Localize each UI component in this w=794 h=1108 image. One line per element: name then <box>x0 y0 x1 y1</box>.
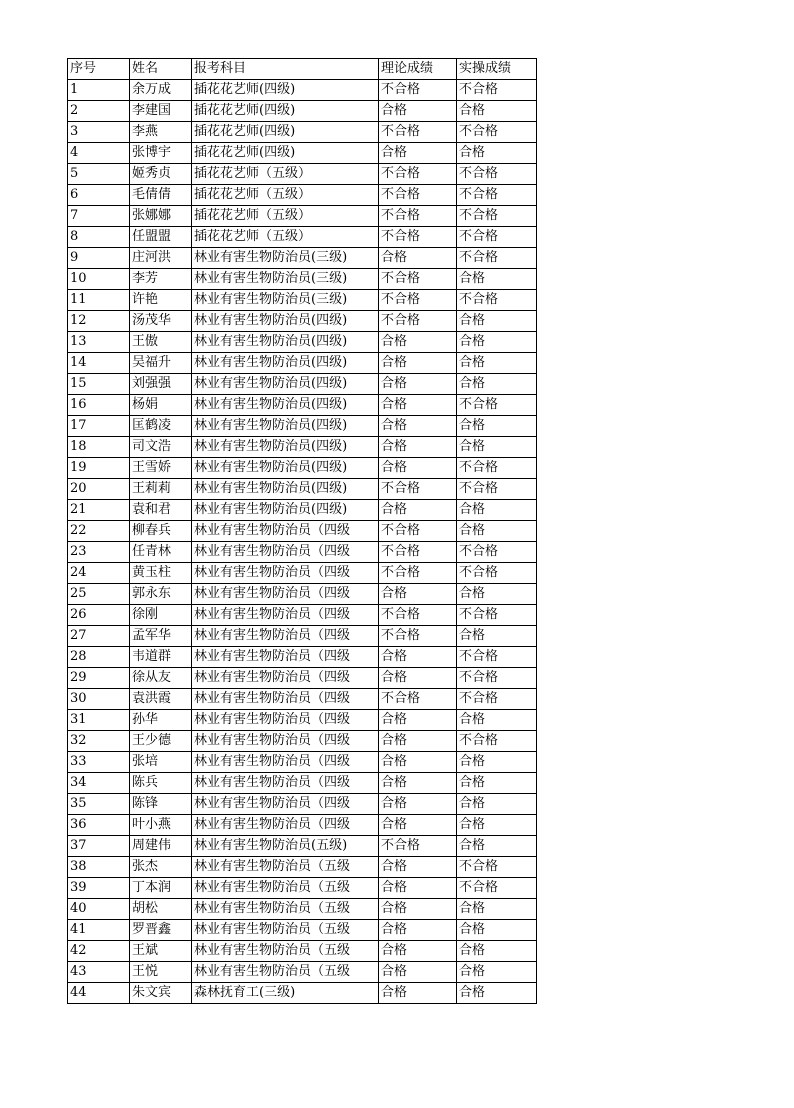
cell-no: 37 <box>68 836 130 857</box>
cell-subject: 林业有害生物防治员(四级) <box>192 500 379 521</box>
cell-name: 朱文宾 <box>130 983 192 1004</box>
cell-subject: 插花花艺师（五级） <box>192 227 379 248</box>
cell-practical-score: 不合格 <box>457 185 537 206</box>
cell-subject: 林业有害生物防治员(四级) <box>192 311 379 332</box>
cell-no: 3 <box>68 122 130 143</box>
cell-no: 28 <box>68 647 130 668</box>
cell-subject: 林业有害生物防治员（五级 <box>192 878 379 899</box>
table-row <box>68 647 537 668</box>
cell-subject: 插花花艺师（五级） <box>192 185 379 206</box>
cell-practical-score: 合格 <box>457 710 537 731</box>
cell-name: 柳春兵 <box>130 521 192 542</box>
cell-subject: 林业有害生物防治员（五级 <box>192 941 379 962</box>
cell-name: 汤茂华 <box>130 311 192 332</box>
cell-subject: 林业有害生物防治员（四级 <box>192 521 379 542</box>
cell-practical-score: 合格 <box>457 983 537 1004</box>
cell-theory-score: 合格 <box>379 815 457 836</box>
table-body <box>68 59 537 1004</box>
cell-theory-score: 不合格 <box>379 122 457 143</box>
cell-practical-score: 合格 <box>457 521 537 542</box>
table-row <box>68 521 537 542</box>
table-row <box>68 815 537 836</box>
table-row <box>68 227 537 248</box>
cell-no: 30 <box>68 689 130 710</box>
table-row <box>68 605 537 626</box>
cell-no: 43 <box>68 962 130 983</box>
cell-practical-score: 合格 <box>457 101 537 122</box>
cell-no: 10 <box>68 269 130 290</box>
cell-theory-score: 合格 <box>379 416 457 437</box>
header-theory-score: 理论成绩 <box>379 59 457 80</box>
cell-theory-score: 不合格 <box>379 542 457 563</box>
table-row <box>68 479 537 500</box>
cell-name: 王傲 <box>130 332 192 353</box>
cell-subject: 插花花艺师（五级） <box>192 206 379 227</box>
cell-no: 7 <box>68 206 130 227</box>
cell-practical-score: 不合格 <box>457 731 537 752</box>
cell-theory-score: 合格 <box>379 143 457 164</box>
cell-subject: 林业有害生物防治员(四级) <box>192 416 379 437</box>
header-subject: 报考科目 <box>192 59 379 80</box>
cell-practical-score: 不合格 <box>457 227 537 248</box>
cell-subject: 林业有害生物防治员（四级 <box>192 752 379 773</box>
cell-name: 李燕 <box>130 122 192 143</box>
cell-theory-score: 不合格 <box>379 311 457 332</box>
cell-practical-score: 不合格 <box>457 206 537 227</box>
cell-subject: 林业有害生物防治员（四级 <box>192 731 379 752</box>
cell-no: 24 <box>68 563 130 584</box>
header-practical-score: 实操成绩 <box>457 59 537 80</box>
cell-no: 4 <box>68 143 130 164</box>
cell-theory-score: 不合格 <box>379 626 457 647</box>
cell-no: 15 <box>68 374 130 395</box>
cell-name: 王斌 <box>130 941 192 962</box>
cell-name: 胡松 <box>130 899 192 920</box>
table-row <box>68 416 537 437</box>
cell-name: 李建国 <box>130 101 192 122</box>
cell-subject: 林业有害生物防治员（四级 <box>192 815 379 836</box>
cell-practical-score: 不合格 <box>457 857 537 878</box>
cell-no: 18 <box>68 437 130 458</box>
cell-theory-score: 合格 <box>379 710 457 731</box>
cell-theory-score: 合格 <box>379 353 457 374</box>
cell-theory-score: 不合格 <box>379 80 457 101</box>
table-row <box>68 311 537 332</box>
cell-no: 38 <box>68 857 130 878</box>
cell-theory-score: 合格 <box>379 332 457 353</box>
table-row <box>68 374 537 395</box>
cell-subject: 林业有害生物防治员（四级 <box>192 668 379 689</box>
table-row <box>68 458 537 479</box>
table-row <box>68 920 537 941</box>
cell-name: 司文浩 <box>130 437 192 458</box>
cell-name: 孟军华 <box>130 626 192 647</box>
cell-theory-score: 合格 <box>379 647 457 668</box>
cell-no: 2 <box>68 101 130 122</box>
cell-subject: 林业有害生物防治员(四级) <box>192 395 379 416</box>
cell-subject: 林业有害生物防治员(四级) <box>192 437 379 458</box>
header-name: 姓名 <box>130 59 192 80</box>
cell-no: 40 <box>68 899 130 920</box>
table-row <box>68 185 537 206</box>
cell-no: 35 <box>68 794 130 815</box>
cell-practical-score: 不合格 <box>457 563 537 584</box>
table-row <box>68 248 537 269</box>
cell-no: 29 <box>68 668 130 689</box>
table-row <box>68 731 537 752</box>
cell-name: 王莉莉 <box>130 479 192 500</box>
cell-no: 26 <box>68 605 130 626</box>
cell-subject: 林业有害生物防治员（四级 <box>192 605 379 626</box>
cell-theory-score: 不合格 <box>379 836 457 857</box>
cell-theory-score: 不合格 <box>379 605 457 626</box>
cell-name: 匡鹤凌 <box>130 416 192 437</box>
cell-subject: 林业有害生物防治员（四级 <box>192 626 379 647</box>
table-row <box>68 353 537 374</box>
table-row <box>68 164 537 185</box>
cell-practical-score: 合格 <box>457 752 537 773</box>
cell-practical-score: 不合格 <box>457 479 537 500</box>
cell-practical-score: 不合格 <box>457 395 537 416</box>
cell-theory-score: 合格 <box>379 857 457 878</box>
table-row <box>68 836 537 857</box>
table-row <box>68 500 537 521</box>
cell-no: 42 <box>68 941 130 962</box>
table-row <box>68 332 537 353</box>
cell-practical-score: 合格 <box>457 374 537 395</box>
cell-practical-score: 合格 <box>457 836 537 857</box>
cell-no: 34 <box>68 773 130 794</box>
cell-theory-score: 合格 <box>379 899 457 920</box>
table-row <box>68 983 537 1004</box>
table-row <box>68 794 537 815</box>
cell-no: 27 <box>68 626 130 647</box>
cell-no: 17 <box>68 416 130 437</box>
cell-theory-score: 合格 <box>379 458 457 479</box>
cell-practical-score: 合格 <box>457 332 537 353</box>
cell-subject: 林业有害生物防治员（四级 <box>192 710 379 731</box>
cell-name: 姬秀贞 <box>130 164 192 185</box>
cell-subject: 插花花艺师(四级) <box>192 143 379 164</box>
table-row <box>68 584 537 605</box>
cell-theory-score: 不合格 <box>379 164 457 185</box>
cell-no: 21 <box>68 500 130 521</box>
cell-no: 32 <box>68 731 130 752</box>
cell-theory-score: 合格 <box>379 962 457 983</box>
cell-theory-score: 合格 <box>379 920 457 941</box>
cell-no: 11 <box>68 290 130 311</box>
cell-name: 罗晋鑫 <box>130 920 192 941</box>
cell-name: 杨娟 <box>130 395 192 416</box>
cell-practical-score: 不合格 <box>457 542 537 563</box>
cell-practical-score: 合格 <box>457 941 537 962</box>
cell-theory-score: 合格 <box>379 941 457 962</box>
cell-practical-score: 不合格 <box>457 80 537 101</box>
cell-theory-score: 合格 <box>379 101 457 122</box>
cell-no: 33 <box>68 752 130 773</box>
cell-subject: 插花花艺师(四级) <box>192 101 379 122</box>
cell-subject: 林业有害生物防治员（四级 <box>192 542 379 563</box>
cell-name: 黄玉柱 <box>130 563 192 584</box>
cell-subject: 林业有害生物防治员(四级) <box>192 374 379 395</box>
table-row <box>68 773 537 794</box>
cell-subject: 林业有害生物防治员(四级) <box>192 458 379 479</box>
table-row <box>68 857 537 878</box>
cell-name: 李芳 <box>130 269 192 290</box>
cell-subject: 插花花艺师(四级) <box>192 80 379 101</box>
table-row <box>68 395 537 416</box>
table-row <box>68 752 537 773</box>
cell-no: 8 <box>68 227 130 248</box>
cell-no: 23 <box>68 542 130 563</box>
cell-theory-score: 不合格 <box>379 521 457 542</box>
cell-practical-score: 合格 <box>457 311 537 332</box>
cell-subject: 插花花艺师(四级) <box>192 122 379 143</box>
cell-subject: 插花花艺师（五级） <box>192 164 379 185</box>
table-row <box>68 710 537 731</box>
cell-subject: 森林抚育工(三级) <box>192 983 379 1004</box>
cell-no: 20 <box>68 479 130 500</box>
cell-no: 5 <box>68 164 130 185</box>
cell-no: 31 <box>68 710 130 731</box>
table-row <box>68 962 537 983</box>
cell-name: 余万成 <box>130 80 192 101</box>
cell-practical-score: 不合格 <box>457 458 537 479</box>
table-row <box>68 122 537 143</box>
cell-no: 44 <box>68 983 130 1004</box>
cell-no: 25 <box>68 584 130 605</box>
cell-no: 13 <box>68 332 130 353</box>
cell-theory-score: 合格 <box>379 794 457 815</box>
cell-name: 张博宇 <box>130 143 192 164</box>
cell-theory-score: 不合格 <box>379 269 457 290</box>
cell-theory-score: 合格 <box>379 374 457 395</box>
cell-subject: 林业有害生物防治员(三级) <box>192 290 379 311</box>
cell-no: 19 <box>68 458 130 479</box>
cell-practical-score: 合格 <box>457 815 537 836</box>
cell-practical-score: 合格 <box>457 962 537 983</box>
cell-practical-score: 合格 <box>457 626 537 647</box>
table-row <box>68 143 537 164</box>
cell-name: 徐刚 <box>130 605 192 626</box>
cell-theory-score: 合格 <box>379 395 457 416</box>
table-row <box>68 206 537 227</box>
cell-subject: 林业有害生物防治员（五级 <box>192 920 379 941</box>
cell-name: 陈锋 <box>130 794 192 815</box>
cell-practical-score: 不合格 <box>457 668 537 689</box>
cell-theory-score: 不合格 <box>379 206 457 227</box>
cell-subject: 林业有害生物防治员（五级 <box>192 857 379 878</box>
cell-practical-score: 合格 <box>457 437 537 458</box>
table-row <box>68 941 537 962</box>
cell-subject: 林业有害生物防治员(五级) <box>192 836 379 857</box>
cell-subject: 林业有害生物防治员(四级) <box>192 353 379 374</box>
cell-name: 袁和君 <box>130 500 192 521</box>
cell-theory-score: 合格 <box>379 773 457 794</box>
cell-name: 张培 <box>130 752 192 773</box>
cell-subject: 林业有害生物防治员（四级 <box>192 689 379 710</box>
cell-practical-score: 合格 <box>457 773 537 794</box>
table-row <box>68 269 537 290</box>
table-row <box>68 80 537 101</box>
cell-theory-score: 不合格 <box>379 689 457 710</box>
cell-practical-score: 不合格 <box>457 689 537 710</box>
cell-practical-score: 合格 <box>457 794 537 815</box>
cell-name: 徐从友 <box>130 668 192 689</box>
header-no: 序号 <box>68 59 130 80</box>
cell-theory-score: 不合格 <box>379 563 457 584</box>
cell-name: 王悦 <box>130 962 192 983</box>
cell-name: 叶小燕 <box>130 815 192 836</box>
cell-name: 吴福升 <box>130 353 192 374</box>
cell-name: 庄河洪 <box>130 248 192 269</box>
cell-no: 9 <box>68 248 130 269</box>
exam-results-table <box>67 58 537 1004</box>
cell-theory-score: 不合格 <box>379 290 457 311</box>
cell-theory-score: 合格 <box>379 878 457 899</box>
cell-subject: 林业有害生物防治员（四级 <box>192 647 379 668</box>
cell-theory-score: 合格 <box>379 731 457 752</box>
cell-subject: 林业有害生物防治员（四级 <box>192 794 379 815</box>
cell-name: 任青林 <box>130 542 192 563</box>
cell-name: 孙华 <box>130 710 192 731</box>
table-row <box>68 626 537 647</box>
table-row <box>68 437 537 458</box>
cell-theory-score: 合格 <box>379 584 457 605</box>
cell-theory-score: 合格 <box>379 437 457 458</box>
cell-practical-score: 合格 <box>457 584 537 605</box>
cell-subject: 林业有害生物防治员(三级) <box>192 248 379 269</box>
cell-practical-score: 不合格 <box>457 290 537 311</box>
cell-no: 39 <box>68 878 130 899</box>
cell-name: 许艳 <box>130 290 192 311</box>
cell-practical-score: 不合格 <box>457 647 537 668</box>
table-row <box>68 542 537 563</box>
cell-practical-score: 不合格 <box>457 605 537 626</box>
cell-no: 6 <box>68 185 130 206</box>
table-row <box>68 878 537 899</box>
cell-theory-score: 不合格 <box>379 479 457 500</box>
cell-subject: 林业有害生物防治员(四级) <box>192 332 379 353</box>
cell-subject: 林业有害生物防治员（五级 <box>192 899 379 920</box>
cell-no: 41 <box>68 920 130 941</box>
cell-subject: 林业有害生物防治员（四级 <box>192 563 379 584</box>
cell-name: 陈兵 <box>130 773 192 794</box>
cell-theory-score: 合格 <box>379 983 457 1004</box>
cell-name: 丁本润 <box>130 878 192 899</box>
cell-no: 22 <box>68 521 130 542</box>
cell-theory-score: 合格 <box>379 248 457 269</box>
cell-no: 16 <box>68 395 130 416</box>
cell-no: 1 <box>68 80 130 101</box>
cell-theory-score: 不合格 <box>379 227 457 248</box>
cell-theory-score: 合格 <box>379 668 457 689</box>
cell-theory-score: 不合格 <box>379 185 457 206</box>
table-row <box>68 563 537 584</box>
cell-practical-score: 不合格 <box>457 164 537 185</box>
table-row <box>68 668 537 689</box>
cell-name: 刘强强 <box>130 374 192 395</box>
cell-practical-score: 合格 <box>457 353 537 374</box>
cell-name: 韦道群 <box>130 647 192 668</box>
cell-subject: 林业有害生物防治员(三级) <box>192 269 379 290</box>
cell-name: 张杰 <box>130 857 192 878</box>
cell-theory-score: 合格 <box>379 500 457 521</box>
cell-name: 周建伟 <box>130 836 192 857</box>
cell-practical-score: 合格 <box>457 416 537 437</box>
cell-name: 袁洪霞 <box>130 689 192 710</box>
cell-name: 任盟盟 <box>130 227 192 248</box>
cell-subject: 林业有害生物防治员（四级 <box>192 773 379 794</box>
cell-name: 王雪娇 <box>130 458 192 479</box>
table-header-row <box>68 59 537 80</box>
cell-practical-score: 不合格 <box>457 122 537 143</box>
cell-practical-score: 不合格 <box>457 878 537 899</box>
cell-no: 36 <box>68 815 130 836</box>
cell-subject: 林业有害生物防治员（四级 <box>192 584 379 605</box>
cell-no: 14 <box>68 353 130 374</box>
cell-practical-score: 合格 <box>457 143 537 164</box>
cell-subject: 林业有害生物防治员（五级 <box>192 962 379 983</box>
table-row <box>68 689 537 710</box>
cell-theory-score: 合格 <box>379 752 457 773</box>
cell-practical-score: 不合格 <box>457 248 537 269</box>
table-row <box>68 101 537 122</box>
cell-name: 郭永东 <box>130 584 192 605</box>
cell-practical-score: 合格 <box>457 899 537 920</box>
cell-name: 毛倩倩 <box>130 185 192 206</box>
table-row <box>68 290 537 311</box>
cell-name: 王少德 <box>130 731 192 752</box>
cell-practical-score: 合格 <box>457 269 537 290</box>
cell-no: 12 <box>68 311 130 332</box>
cell-name: 张娜娜 <box>130 206 192 227</box>
cell-practical-score: 合格 <box>457 920 537 941</box>
table-row <box>68 899 537 920</box>
cell-practical-score: 合格 <box>457 500 537 521</box>
cell-subject: 林业有害生物防治员(四级) <box>192 479 379 500</box>
